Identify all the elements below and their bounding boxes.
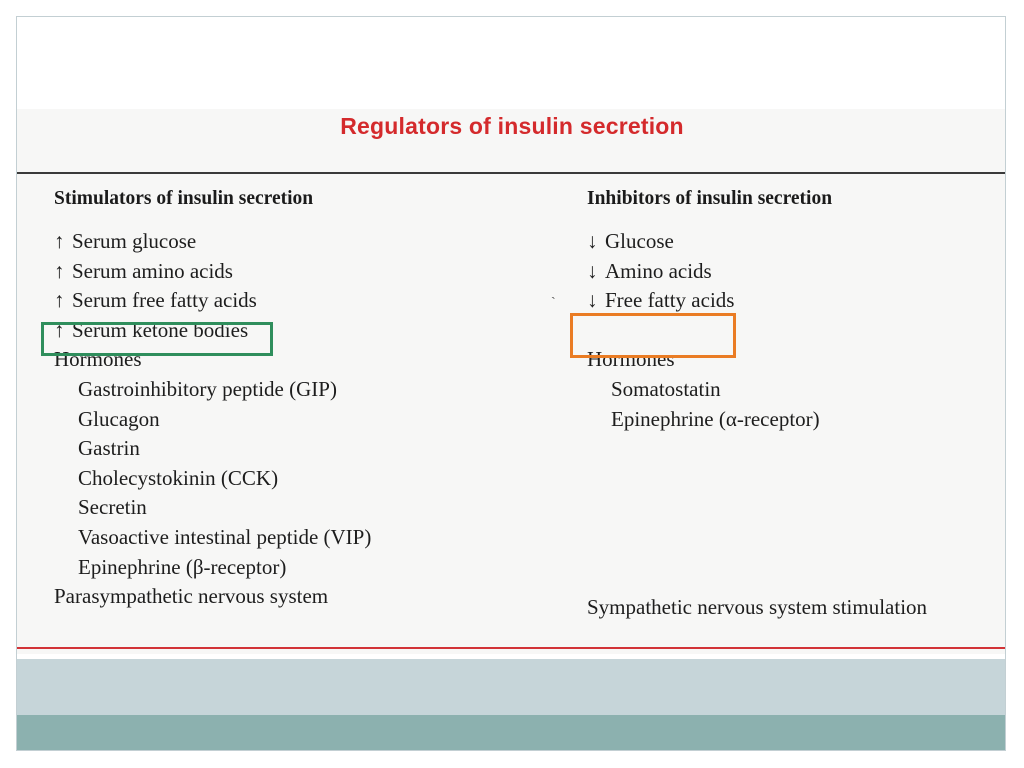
list-item: ↓ Glucose — [587, 227, 832, 257]
top-rule — [17, 172, 1006, 174]
down-arrow-icon: ↓ — [587, 258, 598, 283]
list-item: Epinephrine (α-receptor) — [611, 406, 820, 431]
list-item: Gastrin — [78, 436, 140, 461]
table-title: Regulators of insulin secretion — [340, 113, 684, 139]
list-item: ↓ Free fatty acids — [587, 286, 832, 316]
down-arrow-icon: ↓ — [587, 229, 598, 253]
list-item: Glucagon — [78, 406, 160, 431]
highlight-box-green — [41, 322, 273, 356]
list-item: ↑ Serum amino acids — [54, 257, 371, 287]
list-item: Cholecystokinin (CCK) — [78, 465, 279, 490]
slide — [16, 16, 1006, 751]
stimulators-header: Stimulators of insulin secretion — [54, 188, 314, 209]
list-item: Epinephrine (β-receptor) — [78, 554, 287, 579]
down-arrow-icon: ↓ — [587, 288, 598, 313]
scan-speck: ˏ — [551, 285, 556, 300]
table-image — [17, 109, 1006, 654]
nervous-system-item: Sympathetic nervous system stimulation — [587, 595, 928, 619]
list-item: Secretin — [78, 495, 147, 520]
up-arrow-icon: ↑ — [54, 229, 65, 253]
up-arrow-icon: ↑ — [54, 258, 65, 283]
bottom-rule — [17, 647, 1006, 649]
list-item: ↑ Serum free fatty acids — [54, 286, 371, 316]
hormones-label: Hormones — [587, 347, 675, 372]
nervous-system-item: Parasympathetic nervous system — [54, 584, 329, 609]
up-arrow-icon: ↑ — [54, 288, 65, 313]
list-item: Somatostatin — [611, 376, 721, 401]
footer-band-light — [17, 659, 1006, 715]
list-item: ↓ Amino acids — [587, 257, 832, 287]
list-item: Gastroinhibitory peptide (GIP) — [78, 376, 337, 401]
up-arrow-icon: ↑ — [54, 317, 65, 342]
list-item: ↑ Serum glucose — [54, 227, 371, 257]
footer-band-dark — [17, 715, 1006, 751]
inhibitors-column — [587, 187, 928, 619]
inhibitors-header: Inhibitors of insulin secretion — [587, 188, 833, 209]
highlight-box-orange — [570, 313, 736, 358]
list-item: Vasoactive intestinal peptide (VIP) — [78, 524, 372, 549]
stimulators-column — [54, 187, 371, 612]
list-item: ↑ Serum ketone bodies — [54, 316, 371, 346]
hormones-label: Hormones — [54, 347, 142, 372]
